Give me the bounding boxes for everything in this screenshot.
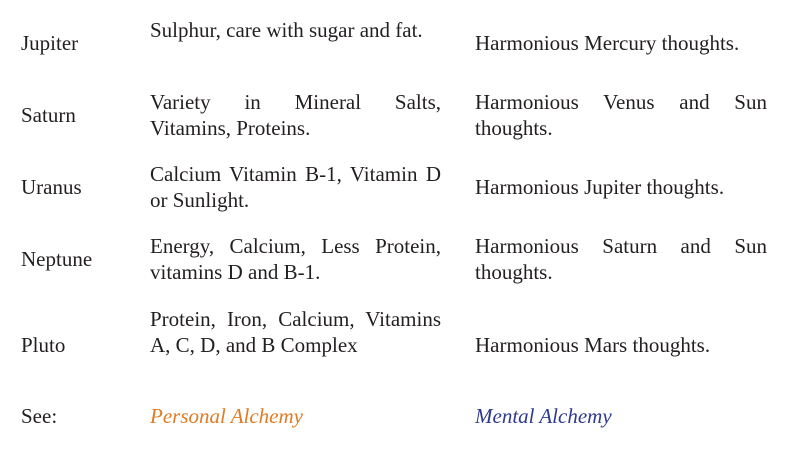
personal-alchemy-link[interactable]: Personal Alchemy [150,404,303,428]
thought-text: Harmonious Venus and Sun thoughts. [475,90,767,140]
planet-name: Pluto [21,333,66,357]
thought-text: Harmonious Mars thoughts. [475,333,711,357]
food-text: Energy, Calcium, Less Protein, vitamins D and B-1. [150,234,441,284]
see-label: See: [21,404,58,428]
thought-text: Harmonious Jupiter thoughts. [475,175,725,199]
mental-alchemy-link[interactable]: Mental Alchemy [475,404,612,428]
food-text: Protein, Iron, Calcium, Vitamins A, C, D, and B Complex [150,307,441,357]
thought-text: Harmonious Mercury thoughts. [475,31,740,55]
planet-name: Neptune [21,247,93,271]
food-text: Variety in Mineral Salts, Vitamins, Proteins. [150,90,441,140]
planet-name: Jupiter [21,31,79,55]
planet-name: Uranus [21,175,82,199]
planet-name: Saturn [21,103,76,127]
thought-text: Harmonious Saturn and Sun thoughts. [475,234,767,284]
food-text: Sulphur, care with sugar and fat. [150,18,423,42]
food-text: Calcium Vitamin B-1, Vitamin D or Sunlight. [150,162,441,212]
